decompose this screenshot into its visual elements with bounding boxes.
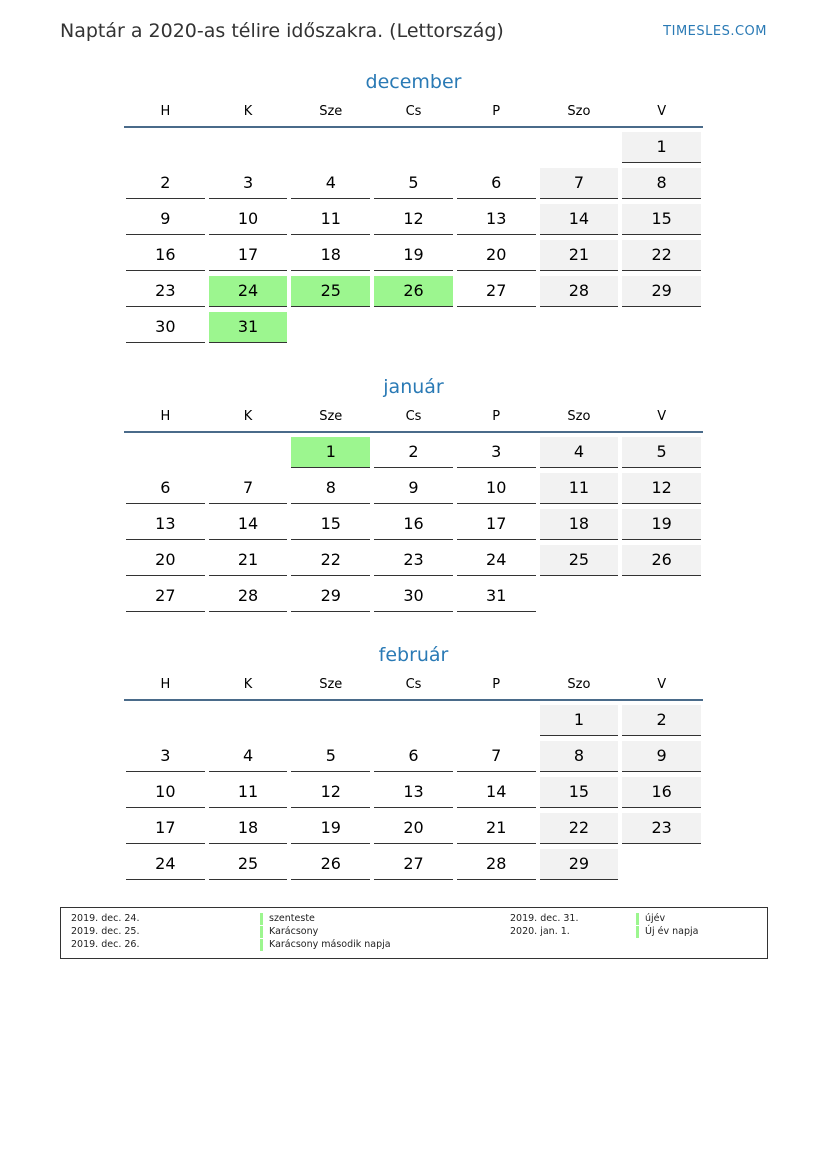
empty-cell bbox=[374, 705, 453, 735]
holiday-day-cell: 24 bbox=[209, 276, 288, 307]
empty-cell bbox=[209, 437, 288, 467]
empty-cell bbox=[540, 132, 619, 162]
day-cell: 19 bbox=[291, 813, 370, 844]
day-cell: 12 bbox=[622, 473, 701, 504]
empty-cell bbox=[291, 132, 370, 162]
day-cell: 21 bbox=[540, 240, 619, 271]
day-cell: 12 bbox=[291, 777, 370, 808]
holiday-day-cell: 25 bbox=[291, 276, 370, 307]
day-cell: 28 bbox=[457, 849, 536, 880]
day-cell: 8 bbox=[291, 473, 370, 504]
day-grid bbox=[124, 705, 703, 885]
day-cell: 2 bbox=[622, 705, 701, 736]
day-cell: 19 bbox=[374, 240, 453, 271]
holiday-day-cell: 26 bbox=[374, 276, 453, 307]
empty-cell bbox=[457, 132, 536, 162]
day-cell: 22 bbox=[540, 813, 619, 844]
day-cell: 21 bbox=[209, 545, 288, 576]
weekday-label: Sze bbox=[319, 104, 343, 119]
day-cell: 5 bbox=[291, 741, 370, 772]
weekday-header bbox=[124, 98, 703, 128]
day-cell: 9 bbox=[126, 204, 205, 235]
day-cell: 21 bbox=[457, 813, 536, 844]
weekday-label: K bbox=[243, 104, 253, 119]
day-cell: 29 bbox=[291, 581, 370, 612]
day-cell: 29 bbox=[622, 276, 701, 307]
month-name: január bbox=[383, 376, 444, 398]
day-cell: 19 bbox=[622, 509, 701, 540]
page-title: Naptár a 2020-as télire időszakra. (Lettország) bbox=[60, 20, 504, 42]
day-cell: 10 bbox=[126, 777, 205, 808]
day-cell: 7 bbox=[457, 741, 536, 772]
weekday-label: V bbox=[657, 104, 667, 119]
empty-cell bbox=[457, 705, 536, 735]
day-cell: 16 bbox=[622, 777, 701, 808]
day-cell: 7 bbox=[209, 473, 288, 504]
day-cell: 6 bbox=[457, 168, 536, 199]
day-cell: 16 bbox=[374, 509, 453, 540]
day-cell: 27 bbox=[457, 276, 536, 307]
day-cell: 4 bbox=[291, 168, 370, 199]
day-cell: 1 bbox=[622, 132, 701, 163]
day-cell: 6 bbox=[126, 473, 205, 504]
legend-date: 2020. jan. 1. bbox=[510, 926, 570, 937]
day-cell: 15 bbox=[540, 777, 619, 808]
day-cell: 31 bbox=[457, 581, 536, 612]
weekday-label: H bbox=[160, 677, 171, 692]
weekday-label: P bbox=[492, 104, 501, 119]
day-cell: 28 bbox=[540, 276, 619, 307]
day-cell: 17 bbox=[209, 240, 288, 271]
day-cell: 23 bbox=[622, 813, 701, 844]
day-cell: 10 bbox=[209, 204, 288, 235]
day-cell: 5 bbox=[622, 437, 701, 468]
day-cell: 14 bbox=[209, 509, 288, 540]
day-cell: 11 bbox=[291, 204, 370, 235]
day-cell: 25 bbox=[209, 849, 288, 880]
empty-cell bbox=[291, 705, 370, 735]
weekday-label: Szo bbox=[567, 104, 591, 119]
day-cell: 18 bbox=[540, 509, 619, 540]
day-cell: 20 bbox=[126, 545, 205, 576]
month-name: február bbox=[378, 644, 449, 666]
empty-cell bbox=[209, 705, 288, 735]
weekday-label: Sze bbox=[319, 409, 343, 424]
brand-logo[interactable]: TIMESLES.COM bbox=[663, 24, 767, 39]
day-grid bbox=[124, 132, 703, 348]
legend-name: Új év napja bbox=[636, 926, 698, 938]
weekday-label: P bbox=[492, 677, 501, 692]
day-cell: 9 bbox=[374, 473, 453, 504]
day-cell: 22 bbox=[291, 545, 370, 576]
day-cell: 14 bbox=[540, 204, 619, 235]
day-cell: 18 bbox=[291, 240, 370, 271]
day-cell: 1 bbox=[540, 705, 619, 736]
day-cell: 23 bbox=[374, 545, 453, 576]
day-cell: 15 bbox=[622, 204, 701, 235]
weekday-header bbox=[124, 403, 703, 433]
holiday-day-cell: 31 bbox=[209, 312, 288, 343]
day-cell: 3 bbox=[457, 437, 536, 468]
weekday-label: H bbox=[160, 409, 171, 424]
legend-name: szenteste bbox=[260, 913, 315, 925]
legend-name: Karácsony bbox=[260, 926, 318, 938]
day-cell: 6 bbox=[374, 741, 453, 772]
day-cell: 9 bbox=[622, 741, 701, 772]
day-cell: 17 bbox=[457, 509, 536, 540]
month-name: december bbox=[365, 71, 462, 93]
day-cell: 15 bbox=[291, 509, 370, 540]
weekday-label: P bbox=[492, 409, 501, 424]
legend-name: Karácsony második napja bbox=[260, 939, 391, 951]
day-cell: 16 bbox=[126, 240, 205, 271]
day-cell: 29 bbox=[540, 849, 619, 880]
empty-cell bbox=[374, 132, 453, 162]
weekday-label: Szo bbox=[567, 409, 591, 424]
day-cell: 24 bbox=[126, 849, 205, 880]
day-cell: 14 bbox=[457, 777, 536, 808]
day-cell: 22 bbox=[622, 240, 701, 271]
day-cell: 5 bbox=[374, 168, 453, 199]
day-grid bbox=[124, 437, 703, 617]
day-cell: 3 bbox=[126, 741, 205, 772]
empty-cell bbox=[126, 705, 205, 735]
day-cell: 8 bbox=[540, 741, 619, 772]
day-cell: 13 bbox=[374, 777, 453, 808]
legend-date: 2019. dec. 31. bbox=[510, 913, 579, 924]
day-cell: 4 bbox=[209, 741, 288, 772]
day-cell: 3 bbox=[209, 168, 288, 199]
day-cell: 20 bbox=[374, 813, 453, 844]
legend-date: 2019. dec. 24. bbox=[71, 913, 140, 924]
empty-cell bbox=[209, 132, 288, 162]
month-february bbox=[124, 639, 703, 885]
month-january bbox=[124, 371, 703, 617]
day-cell: 13 bbox=[126, 509, 205, 540]
weekday-label: Cs bbox=[405, 409, 422, 424]
month-december bbox=[124, 66, 703, 348]
day-cell: 11 bbox=[540, 473, 619, 504]
holiday-legend bbox=[60, 907, 768, 959]
day-cell: 18 bbox=[209, 813, 288, 844]
weekday-label: V bbox=[657, 677, 667, 692]
weekday-label: K bbox=[243, 409, 253, 424]
weekday-label: Cs bbox=[405, 677, 422, 692]
day-cell: 24 bbox=[457, 545, 536, 576]
day-cell: 25 bbox=[540, 545, 619, 576]
empty-cell bbox=[126, 132, 205, 162]
empty-cell bbox=[126, 437, 205, 467]
day-cell: 26 bbox=[291, 849, 370, 880]
day-cell: 13 bbox=[457, 204, 536, 235]
holiday-day-cell: 1 bbox=[291, 437, 370, 468]
legend-name: újév bbox=[636, 913, 665, 925]
day-cell: 23 bbox=[126, 276, 205, 307]
weekday-label: H bbox=[160, 104, 171, 119]
weekday-header bbox=[124, 671, 703, 701]
day-cell: 28 bbox=[209, 581, 288, 612]
day-cell: 12 bbox=[374, 204, 453, 235]
weekday-label: Sze bbox=[319, 677, 343, 692]
day-cell: 8 bbox=[622, 168, 701, 199]
legend-date: 2019. dec. 25. bbox=[71, 926, 140, 937]
day-cell: 10 bbox=[457, 473, 536, 504]
legend-date: 2019. dec. 26. bbox=[71, 939, 140, 950]
day-cell: 30 bbox=[126, 312, 205, 343]
weekday-label: Cs bbox=[405, 104, 422, 119]
day-cell: 27 bbox=[374, 849, 453, 880]
weekday-label: V bbox=[657, 409, 667, 424]
day-cell: 2 bbox=[374, 437, 453, 468]
day-cell: 4 bbox=[540, 437, 619, 468]
day-cell: 27 bbox=[126, 581, 205, 612]
day-cell: 20 bbox=[457, 240, 536, 271]
day-cell: 11 bbox=[209, 777, 288, 808]
weekday-label: Szo bbox=[567, 677, 591, 692]
day-cell: 26 bbox=[622, 545, 701, 576]
day-cell: 17 bbox=[126, 813, 205, 844]
day-cell: 7 bbox=[540, 168, 619, 199]
day-cell: 30 bbox=[374, 581, 453, 612]
day-cell: 2 bbox=[126, 168, 205, 199]
weekday-label: K bbox=[243, 677, 253, 692]
